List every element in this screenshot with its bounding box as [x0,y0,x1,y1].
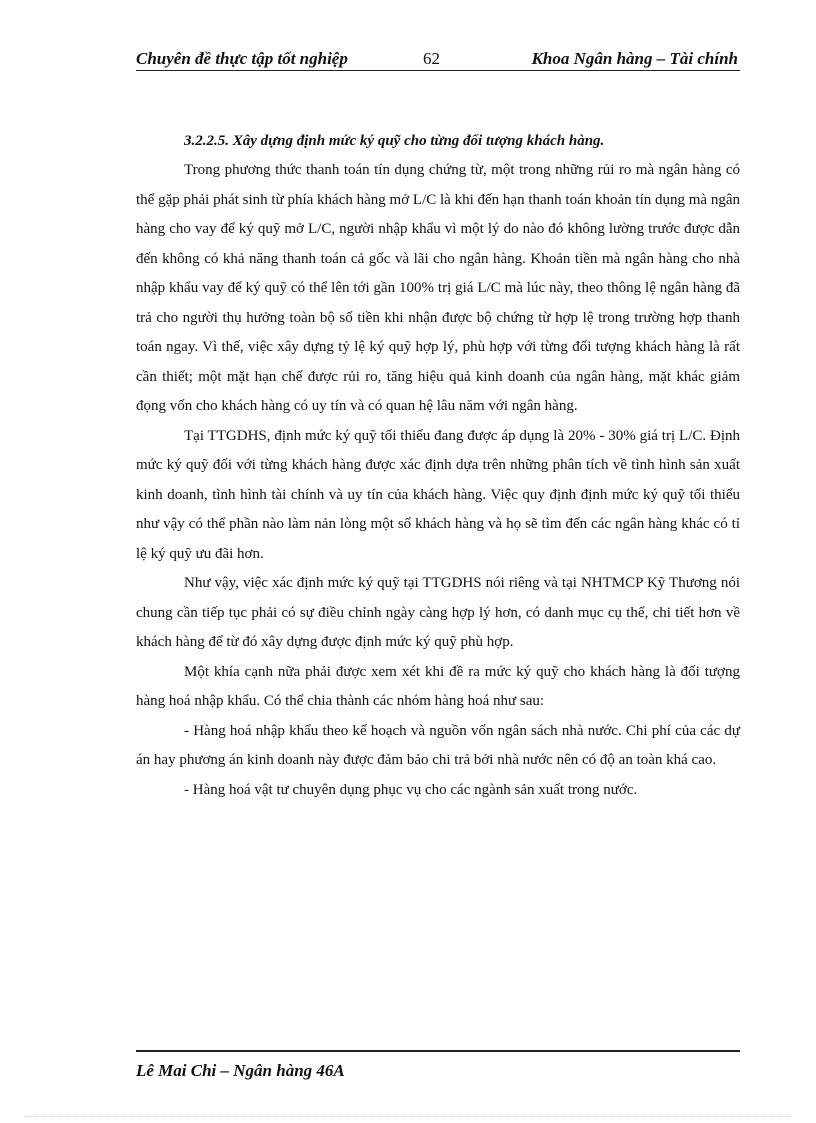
paragraph: Một khía cạnh nữa phải được xem xét khi đề ra mức ký quỹ cho khách hàng là đối tượng hàng hoá nhập khẩu. Có thể chia thành các nhóm hàng hoá như sau: [136,663,740,709]
document-body [136,128,740,805]
list-item: - Hàng hoá vật tư chuyên dụng phục vụ cho các ngành sản xuất trong nước. [184,781,638,798]
list-item: - Hàng hoá nhập khẩu theo kế hoạch và nguồn vốn ngân sách nhà nước. Chi phí của các dự án hay phương án kinh doanh này được đảm bảo chi trả bởi nhà nước nên có độ an toàn khá cao. [136,722,740,768]
page-number: 62 [423,49,440,68]
paragraph: Như vậy, việc xác định mức ký quỹ tại TTGDHS nói riêng và tại NHTMCP Kỹ Thương nói chung cần tiếp tục phải có sự điều chỉnh ngày càng hợp lý hơn, có danh mục cụ thể, chi tiết hơn về khách hàng để từ đó xây dựng được định mức ký quỹ phù hợp. [136,575,740,650]
paragraph: Trong phương thức thanh toán tín dụng chứng từ, một trong những rủi ro mà ngân hàng có thể gặp phải phát sinh từ phía khách hàng mở L/C là khi đến hạn thanh toán khoản tín dụng mà ngân hàng cho vay để ký quỹ mở L/C, người nhập khẩu vì một lý do nào đó không lường trước được dẫn đến không có khả năng thanh toán cả gốc và lãi cho ngân hàng. Khoản tiền mà ngân hàng cho nhà nhập khẩu vay để ký quỹ có thể lên tới gần 100% trị giá L/C mà lúc này, theo thông lệ ngân hàng đã trả cho người thụ hưởng toàn bộ số tiền khi nhận được bộ chứng từ hợp lệ trong trường hợp thanh toán ngay. Vì thế, việc xây dựng tỷ lệ ký quỹ hợp lý, phù hợp với từng đối tượng khách hàng là rất cần thiết; một mặt hạn chế được rủi ro, tăng hiệu quả kinh doanh của ngân hàng, mặt khác giảm đọng vốn cho khách hàng có uy tín và có quan hệ lâu năm với ngân hàng. [136,162,740,414]
header-title: Chuyên đề thực tập tốt nghiệp [136,49,348,68]
page-footer [136,1050,740,1081]
page-edge-divider [24,1116,792,1117]
section-heading: 3.2.2.5. Xây dựng định mức ký quỹ cho từng đối tượng khách hàng. [184,133,605,149]
footer-author: Lê Mai Chi – Ngân hàng 46A [136,1061,345,1080]
paragraph: Tại TTGDHS, định mức ký quỹ tối thiểu đang được áp dụng là 20% - 30% giá trị L/C. Định mức ký quỹ đối với từng khách hàng được xác định dựa trên những phân tích về tình hình sản xuất kinh doanh, tình hình tài chính và uy tín của khách hàng. Việc quy định định mức ký quỹ tối thiểu như vậy có thể phần nào làm nản lòng một số khách hàng và họ sẽ tìm đến các ngân hàng khác có tỉ lệ ký quỹ ưu đãi hơn. [136,427,740,562]
header-faculty: Khoa Ngân hàng – Tài chính [531,49,738,68]
page-header [136,48,740,71]
